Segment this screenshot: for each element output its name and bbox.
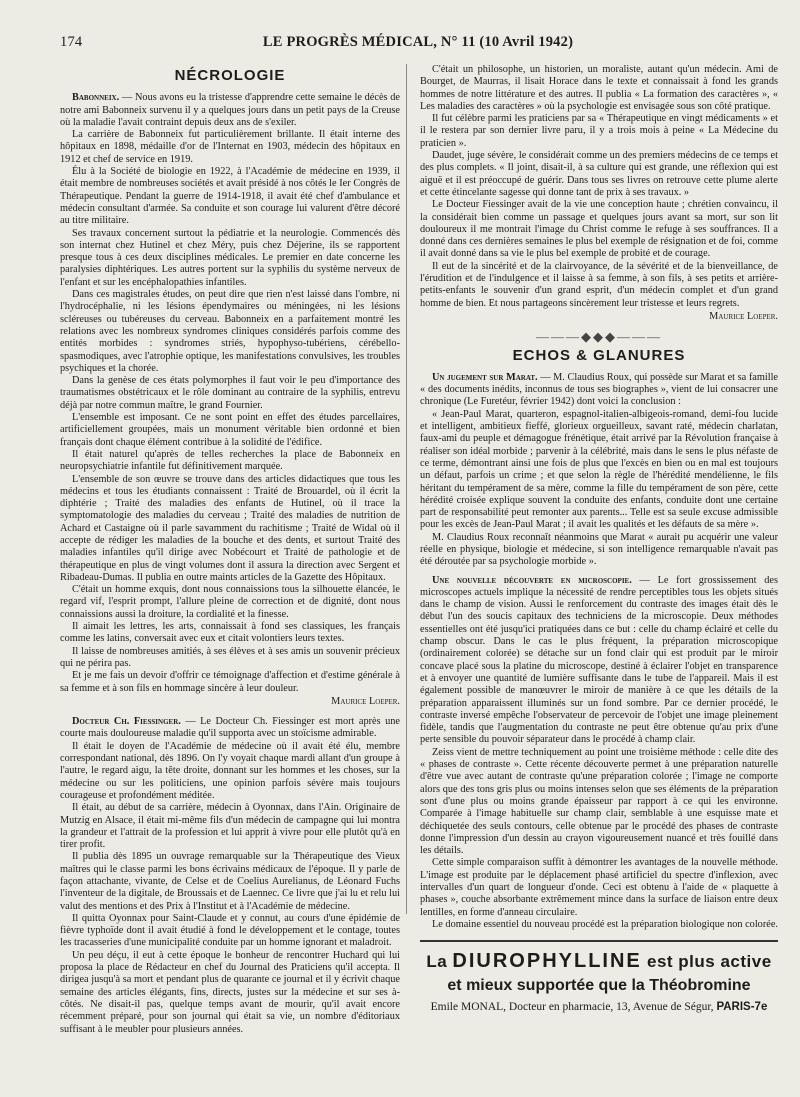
column-divider — [406, 64, 407, 914]
journal-title: LE PROGRÈS MÉDICAL, N° 11 (10 Avril 1942) — [262, 34, 574, 50]
article-paragraph: Dans ces magistrales études, on peut dire que rien n'est laissé dans l'ombre, ni l'hydrocéphalie, ni les lésions épendymaires ou méningées, ni les lésions scléreuses ou tubéreuses du cerveau. Babonneix en a parfaitement montré les relations avec les nombreux syndromes cliniques considérés parfois comme des entités morbides : syndromes striés, hypophyso-tubériens, cérébello-spasmodiques, avec l'atrophie optique, les manifestations convulsives, les troubles psychiques et la chorée. — [60, 289, 400, 374]
article-lead: Une nouvelle découverte en microscopie. — [432, 574, 632, 586]
left-column — [60, 64, 400, 1036]
article-babonneix — [60, 92, 400, 708]
article-paragraph: Et je me fais un devoir d'offrir ce témoignage d'affection et d'estime générale à sa femme et à son fils en hommage sincère à leur douleur. — [60, 670, 400, 694]
article-paragraph: Il était, au début de sa carrière, médecin à Oyonnax, dans l'Ain. Originaire de Mutzig en Alsace, il était mi-même fils d'un médecin de campagne qui lui montra la grandeur et l'attrait de la profession et lui apprit à vivre pour elle plutôt qu'à en tirer profit. — [60, 802, 400, 851]
article-paragraph: L'ensemble de son œuvre se trouve dans des articles didactiques que tous les médecins et tous les étudiants connaissent : Traité de Brouardel, où il écrit la diphtérie ; Traité des maladies des enfants de Hutinel, où il trace la symptomatologie des maladies du cerveau ; Traité des maladies de nutrition de Achard et Castaigne où il parle savamment du rachitisme ; Traité de Widal où il accepte de rédiger les maladies de la bouche et des dents, et surtout Traité des maladies infantiles qu'il dirige avec Nobécourt et Traité de pathologie et de thérapeutique en plus de vingt volumes dont il assura la direction avec Sergent et Ribadeau-Dumas. Il publia en outre maints articles de la Gazette des Hôpitaux. — [60, 473, 400, 583]
article-lead: Babonneix. — [72, 92, 120, 104]
ad-headline: La DIUROPHYLLINE est plus active — [426, 950, 772, 972]
article-fiessinger-continued — [420, 64, 778, 323]
page-header — [60, 34, 776, 56]
article-paragraph: Docteur Ch. Fiessinger. — Le Docteur Ch. Fiessinger est mort après une courte mais douloureuse maladie qu'il supporta avec un stoïcisme admirable. — [60, 716, 400, 740]
article-paragraph: Il était le doyen de l'Académie de médecine où il avait été élu, membre correspondant national, dès 1896. On l'y voyait chaque mardi allant d'un groupe à l'autre, le regard aigu, la tête droite, donnant sur les hommes et les choses, sur la médecine ou sur les politiciens, une opinion parfois sévère mais toujours courageuse et profondément méditée. — [60, 740, 400, 801]
article-paragraph: Il quitta Oyonnax pour Saint-Claude et y connut, au cours d'une épidémie de fièvre typhoïde dont il avait étudié à fond le développement et le contage, toutes les tracasseries d'une municipalité conduite par un homme ignorant et maladroit. — [60, 912, 400, 949]
article-paragraph: Ses travaux concernent surtout la pédiatrie et la neurologie. Commencés dès son internat chez Hutinel et chez Méry, puis chez Déjerine, ils se rapportent presque tous à ces deux disciplines médicales. Le premier en date concerne les paralysies diphtériques. Les autres portent sur la syphilis du système nerveux de l'enfant et sur les encéphalopathies infantiles. — [60, 227, 400, 288]
article-paragraph: Le Docteur Fiessinger avait de la vie une conception haute ; chrétien convaincu, il la considérait bien comme un passage et quelques jours avant sa mort, sur son lit douloureux il me montrait l'image du Christ comme le refuge à ses souffrances. Il a donné dans ces dernières semaines le plus bel exemple de résignation et de foi, comme il avait donné dans sa vie le plus bel exemple de probité et de courage. — [420, 199, 778, 260]
section-title-echos: ECHOS & GLANURES — [512, 346, 686, 364]
article-paragraph: Un peu déçu, il eut à cette époque le bonheur de rencontrer Huchard qui lui proposa la place de Rédacteur en chef du Journal des Praticiens qu'il accepta. Il dirigea jusqu'à sa mort et pendant plus de quarante ce journal et il y écrivit chaque semaine des articles élégants, fins, directs, justes sur la médecine et sur ses à-côtés. Ne disait-il pas, quelque temps avant de mourir, qu'il avait encore récemment préparé, pour son journal qui était sa vie, un nombre d'éditoriaux suffisant à le meubler pour plusieurs années. — [60, 949, 400, 1035]
article-paragraph: Dans la genèse de ces états polymorphes il faut voir le peu d'importance des traumatismes obstétricaux et le rôle dominant au contraire de la syphilis, entrevu déjà par notre commun maître, le grand Fournier. — [60, 375, 400, 411]
author-signature: Maurice Loeper. — [709, 310, 778, 322]
article-paragraph: L'ensemble est imposant. Ce ne sont point en effet des études parcellaires, artificiellement groupées, mais un monument véritable bien ordonné et bien français dont chaque élément contribue à la solidité de l'édifice. — [60, 412, 400, 448]
advertisement-box — [420, 940, 778, 1042]
article-paragraph: « Jean-Paul Marat, quarteron, espagnol-italien-albigeois-romand, demi-fou lucide et intelligent, ambitieux fieffé, glorieux orgueilleux, savant raté, médecin charlatan, faux-ami du peuple et démagogue frénétique, était arrivé par la Révolution française à réaliser son idéal morbide ; parvenir à la célébrité, mais dans le sens le plus néfaste de ce terme, démontrant ainsi une fois de plus que l'excès en bien ou en mal est toujours un défaut, parfois un crime ; et que selon la règle de l'hérédité mendélienne, le fils héritant du tempérament de sa mère, comme la fille du tempérament de son père, cette hérédité croisée explique souvent la conduite des enfants, conduite dont une certaine part de responsabilité peut remonter aux parents... Telle est sa seule excuse admissible pour les excès de Jean-Paul Marat ; il avait les qualités et les défauts de sa mère ». — [420, 408, 778, 531]
article-paragraph: C'était un homme exquis, dont nous connaissions tous la silhouette élancée, le regard vif, l'esprit prompt, l'allure pleine de correction et de dignité, dont nous connaissions aussi la droiture, la cordialité et la finesse. — [60, 584, 400, 620]
article-paragraph: La carrière de Babonneix fut particulièrement brillante. Il était interne des hôpitaux en 1898, médaille d'or de l'Internat en 1903, médecin des hôpitaux en 1912 et chef de service en 1919. — [60, 129, 400, 165]
article-paragraph: Il aimait les lettres, les arts, connaissait à fond ses classiques, les français comme les latins, conversait avec eux et citait volontiers leurs textes. — [60, 621, 400, 645]
article-lead: Docteur Ch. Fiessinger. — [72, 716, 181, 728]
article-paragraph: Une nouvelle découverte en microscopie. — Le fort grossissement des microscopes actuels implique la nécessité de rendre perceptibles tous les objets situés dans le champ de vision. Aussi le renforcement du contraste des images était dès le début l'un des soucis capitaux des techniciens de la microscopie. Deux méthodes essentielles ont été jusqu'ici pratiquées dans ce but : celle du champ éclairé et celle du champ obscur. Dans le cas le plus fréquent, la préparation microscopique (ordinairement colorée) se détache sur un fond clair qui est produit par le miroir concave placé sous la platine du microscope, destiné à éclairer l'objet en transparence et à envoyer une quantité de lumière suffisante dans le tube de l'appareil. Mais il est également possible de manœuvrer le miroir de manière à ce que les détails de la préparation apparaissent illuminés sur un fond sombre. Par ce dernier procédé, le contraste inversé empêche l'observateur de percevoir de l'objet une image pleinement fidèle, tandis que l'augmentation du contraste ne peut être obtenue qu'au prix d'une perte sensible du pouvoir séparateur dans le procédé à champ clair. — [420, 574, 778, 746]
ad-tagline: et mieux supportée que la Théobromine — [447, 977, 751, 994]
article-paragraph: Un jugement sur Marat. — M. Claudius Roux, qui possède sur Marat et sa famille « des documents inédits, inconnus de tous ses biographes », vient de lui consacrer une chronique (Le Furetéur, février 1942) dont voici la conclusion : — [420, 371, 778, 408]
article-paragraph: Daudet, juge sévère, le considérait comme un des premiers médecins de ce temps et des plus complets. « Il joint, disait-il, à sa culture qui est grande, une réflexion qui est aiguë et il est préoccupé de guérir. Dans tous ses livres on retrouve cette plume alerte et cette étincelante sagesse qui donne tant de prix à ses travaux. » — [420, 150, 778, 198]
article-paragraph: C'était un philosophe, un historien, un moraliste, autant qu'un médecin. Ami de Bourget, de Maurras, il lisait Horace dans le texte et connaissait à fond les grands hommes de notre littérature et des autres. Il publia « La formation des caractères », « Les maladies des caractères » où la psychologie est envisagée sous son côté pratique. — [420, 64, 778, 112]
page-number: 174 — [60, 34, 83, 50]
article-paragraph: Il fut célèbre parmi les praticiens par sa « Thérapeutique en vingt médicaments » et il le restera par son dernier livre paru, il y a trois mois à peine « La Médecine du praticien ». — [420, 113, 778, 149]
right-column — [420, 64, 778, 931]
article-paragraph: Il était naturel qu'après de telles recherches la place de Babonneix en neuropsychiatrie infantile fut définitivement marquée. — [60, 448, 400, 473]
article-paragraph: Élu à la Société de biologie en 1922, à l'Académie de médecine en 1939, il était membre de nombreuses sociétés et avait présidé à nos côtés le Ier Congrès de Thérapeutique. Pendant la guerre de 1914-1918, il avait été chef d'ambulance et médecin consultant d'armée. Sa conduite et son courage lui valurent d'être décoré au titre militaire. — [60, 166, 400, 227]
article-paragraph: Babonneix. — Nous avons eu la tristesse d'apprendre cette semaine le décès de notre ami Babonneix survenu il y a quelques jours dans un petit pays de la Creuse où la maladie l'avait contraint depuis deux ans de s'exiler. — [60, 92, 400, 128]
section-ornament: ———◆◆◆——— — [536, 329, 662, 345]
article-paragraph: Il eut de la sincérité et de la clairvoyance, de la sévérité et de la bienveillance, de l'érudition et de l'indulgence et il laisse à sa femme, à son fils, à ses petits et arrière-petits-enfants le souvenir d'un grand esprit, d'un médecin complet et d'un grand homme de bien. Et nous partageons sincèrement leur tristesse et leurs regrets. — [420, 260, 778, 309]
article-paragraph: Le domaine essentiel du nouveau procédé est la préparation biologique non colorée. — [432, 918, 778, 930]
article-paragraph: Zeiss vient de mettre techniquement au point une troisième méthode : celle dite des « phases de contraste ». Cette récente découverte permet à une préparation naturelle d'être vue avec autant de contraste qu'une préparation colorée ; l'image ne comporte alors que des tons gris plus ou moins intenses selon que ses éléments de la préparation sont d'une plus ou moins grande épaisseur par rapport à ce qui les environne. Comparée à l'image habituelle sur champ clair, semblable à une esquisse mate et déchiquetée des seuls contours, celle obtenue par le procédé des phases de contraste donne l'impression d'un dessin au crayon vigoureusement nuancé et très fouillé dans les détails. — [420, 746, 778, 857]
article-microscopie — [420, 575, 778, 932]
article-paragraph: Il laisse de nombreuses amitiés, à ses élèves et à ses amis un souvenir précieux qui ne périra pas. — [60, 645, 400, 669]
author-signature: Maurice Loeper. — [331, 695, 400, 707]
article-paragraph: M. Claudius Roux reconnaît néanmoins que Marat « aurait pu acquérir une valeur réelle en physique, biologie et médecine, si son intelligence remarquable n'avait pas été déroutée par sa psychologie morbide ». — [420, 531, 778, 568]
article-lead: Un jugement sur Marat. — [432, 371, 538, 383]
article-fiessinger — [60, 716, 400, 1036]
ad-brand: DIUROPHYLLINE — [452, 950, 642, 972]
ad-address: Emile MONAL, Docteur en pharmacie, 13, Avenue de Ségur, PARIS-7e — [430, 1001, 768, 1013]
article-paragraph: Cette simple comparaison suffit à démontrer les avantages de la nouvelle méthode. L'image est produite par le déplacement phasé artificiel du spectre d'inflexion, avec intervalles d'un quart de longueur d'onde. Ceci est obtenu à l'aide de « plaquette à phases », couche absorbante extrêmement mince dans la surface de liaison entre deux lentilles, en forme d'anneau circulaire. — [420, 857, 778, 918]
section-title-necrologie: NÉCROLOGIE — [174, 67, 286, 84]
article-paragraph: Il publia dès 1895 un ouvrage remarquable sur la Thérapeutique des Vieux maîtres qui le classe parmi les bons écrivains médicaux de l'époque. Il y parle de façon attachante, vivante, de Celse et de Coelius Aurelianus, de Léonard Fuchs l'inventeur de la digitale, de Broussais et de Laennec. Ce livre que j'ai lu et relu lui valut des mentions et des Prix à l'Institut et à l'Académie de médecine. — [60, 851, 400, 912]
article-marat — [420, 372, 778, 569]
